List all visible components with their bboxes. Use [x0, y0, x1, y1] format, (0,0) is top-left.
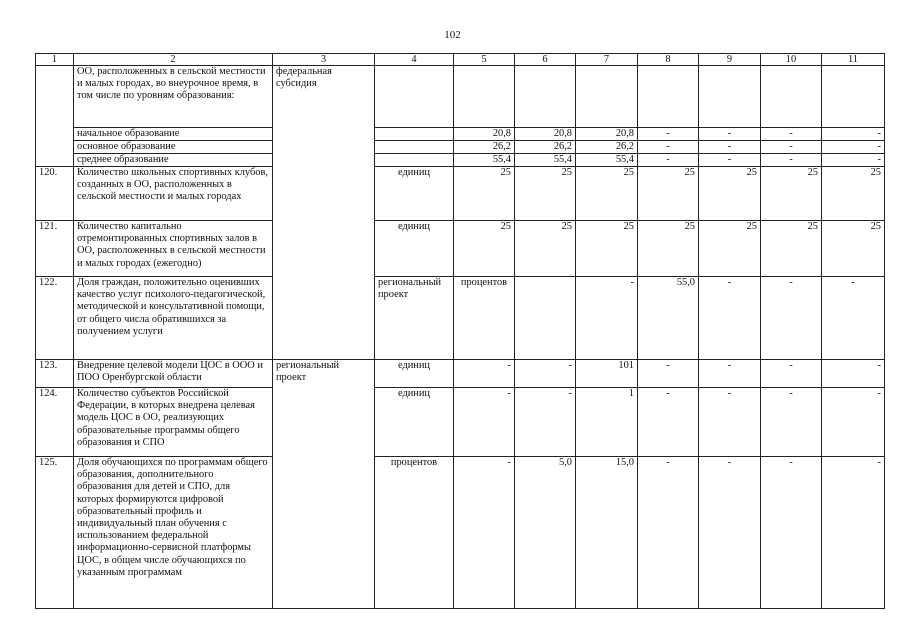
row-number: 122.	[36, 277, 74, 360]
funding-source: федеральная субсидия	[273, 66, 375, 360]
header-cell: 6	[515, 54, 576, 66]
indicators-table	[35, 53, 885, 609]
value-cell: -	[761, 141, 822, 154]
value-cell: -	[822, 154, 885, 167]
value-cell: 25	[822, 167, 885, 221]
value-cell: -	[638, 154, 699, 167]
value-cell: 26,2	[576, 141, 638, 154]
value-cell: 20,8	[576, 128, 638, 141]
table-row	[36, 128, 885, 141]
row-number: 123.	[36, 360, 74, 388]
value-cell: -	[822, 277, 885, 360]
header-cell: 7	[576, 54, 638, 66]
value-cell: -	[638, 128, 699, 141]
value-cell: 55,4	[576, 154, 638, 167]
value-cell: 25	[699, 167, 761, 221]
value-cell: -	[761, 360, 822, 388]
unit-cell: единиц	[375, 360, 454, 388]
funding-source: региональный проект	[375, 277, 454, 360]
unit-cell: единиц	[375, 167, 454, 221]
value-cell: -	[454, 457, 515, 609]
value-cell: -	[576, 277, 638, 360]
value-cell: -	[822, 388, 885, 457]
value-cell: 5,0	[515, 457, 576, 609]
value-cell: 55,4	[515, 154, 576, 167]
value-cell: 20,8	[515, 128, 576, 141]
header-cell: 5	[454, 54, 515, 66]
value-cell: -	[638, 457, 699, 609]
header-cell: 2	[74, 54, 273, 66]
value-cell: 20,8	[454, 128, 515, 141]
indicator-name: ОО, расположенных в сельской местности и малых городах, во внеурочное время, в том числе по уровням образования:	[74, 66, 273, 128]
value-cell: 25	[454, 221, 515, 277]
value-cell: -	[454, 388, 515, 457]
value-cell: -	[699, 128, 761, 141]
row-number: 120.	[36, 167, 74, 221]
indicator-name: среднее образование	[74, 154, 273, 167]
header-cell: 1	[36, 54, 74, 66]
indicator-name: Доля граждан, положительно оценивших качество услуг психолого-педагогической, методической и консультативной помощи, от общего числа обратившихся за получением услуги	[74, 277, 273, 360]
indicator-name: Доля обучающихся по программам общего образования, дополнительного образования для детей и СПО, для которых формируются цифровой образовательный профиль и индивидуальный план обучения с использованием федеральной информационно-сервисной платформы ЦОС, в общем числе обучающихся по указанным программам	[74, 457, 273, 609]
value-cell: -	[699, 360, 761, 388]
table-row	[36, 388, 885, 457]
value-cell: -	[822, 360, 885, 388]
value-cell: -	[822, 141, 885, 154]
funding-source: региональный проект	[273, 360, 375, 609]
value-cell: 25	[638, 167, 699, 221]
value-cell: 55,4	[454, 154, 515, 167]
value-cell: -	[515, 388, 576, 457]
value-cell: -	[699, 457, 761, 609]
value-cell: 26,2	[515, 141, 576, 154]
value-cell: -	[822, 457, 885, 609]
page-number: 102	[444, 29, 461, 41]
table-row	[36, 360, 885, 388]
value-cell: 25	[576, 221, 638, 277]
value-cell: -	[638, 360, 699, 388]
table-row	[36, 167, 885, 221]
value-cell: -	[761, 154, 822, 167]
table-row	[36, 66, 885, 128]
unit-cell: процентов	[454, 277, 515, 360]
header-cell: 8	[638, 54, 699, 66]
header-cell: 3	[273, 54, 375, 66]
value-cell: 25	[576, 167, 638, 221]
table-row	[36, 457, 885, 609]
table-row	[36, 277, 885, 360]
header-cell: 9	[699, 54, 761, 66]
value-cell: 25	[638, 221, 699, 277]
value-cell: 25	[454, 167, 515, 221]
indicator-name: Количество школьных спортивных клубов, созданных в ОО, расположенных в сельской местности и малых городах	[74, 167, 273, 221]
row-number: 125.	[36, 457, 74, 609]
value-cell: 55,0	[638, 277, 699, 360]
header-cell: 10	[761, 54, 822, 66]
value-cell: -	[454, 360, 515, 388]
indicator-name: Внедрение целевой модели ЦОС в ООО и ПОО Оренбургской области	[74, 360, 273, 388]
table-row	[36, 154, 885, 167]
header-cell: 4	[375, 54, 454, 66]
table-row	[36, 221, 885, 277]
value-cell: -	[515, 360, 576, 388]
value-cell: 25	[515, 167, 576, 221]
value-cell: -	[699, 154, 761, 167]
value-cell	[515, 277, 576, 360]
value-cell: 25	[761, 167, 822, 221]
value-cell: 1	[576, 388, 638, 457]
value-cell: 101	[576, 360, 638, 388]
value-cell: 25	[699, 221, 761, 277]
value-cell: -	[761, 277, 822, 360]
value-cell: -	[699, 141, 761, 154]
unit-cell: единиц	[375, 221, 454, 277]
unit-cell: процентов	[375, 457, 454, 609]
unit-cell: единиц	[375, 388, 454, 457]
value-cell: 25	[515, 221, 576, 277]
value-cell: -	[761, 457, 822, 609]
row-number: 121.	[36, 221, 74, 277]
value-cell: 25	[761, 221, 822, 277]
value-cell: -	[699, 388, 761, 457]
table-row	[36, 141, 885, 154]
value-cell: -	[699, 277, 761, 360]
header-cell: 11	[822, 54, 885, 66]
value-cell: -	[761, 128, 822, 141]
value-cell: 15,0	[576, 457, 638, 609]
indicator-name: Количество капитально отремонтированных спортивных залов в ОО, расположенных в сельской местности и малых городах (ежегодно)	[74, 221, 273, 277]
indicator-name: Количество субъектов Российской Федерации, в которых внедрена целевая модель ЦОС в ОО, реализующих образовательные программы общего образования и СПО	[74, 388, 273, 457]
value-cell: 26,2	[454, 141, 515, 154]
value-cell: -	[638, 141, 699, 154]
value-cell: -	[761, 388, 822, 457]
row-number: 124.	[36, 388, 74, 457]
value-cell: 25	[822, 221, 885, 277]
value-cell: -	[638, 388, 699, 457]
indicator-name: начальное образование	[74, 128, 273, 141]
indicator-name: основное образование	[74, 141, 273, 154]
value-cell: -	[822, 128, 885, 141]
header-row	[36, 54, 885, 66]
